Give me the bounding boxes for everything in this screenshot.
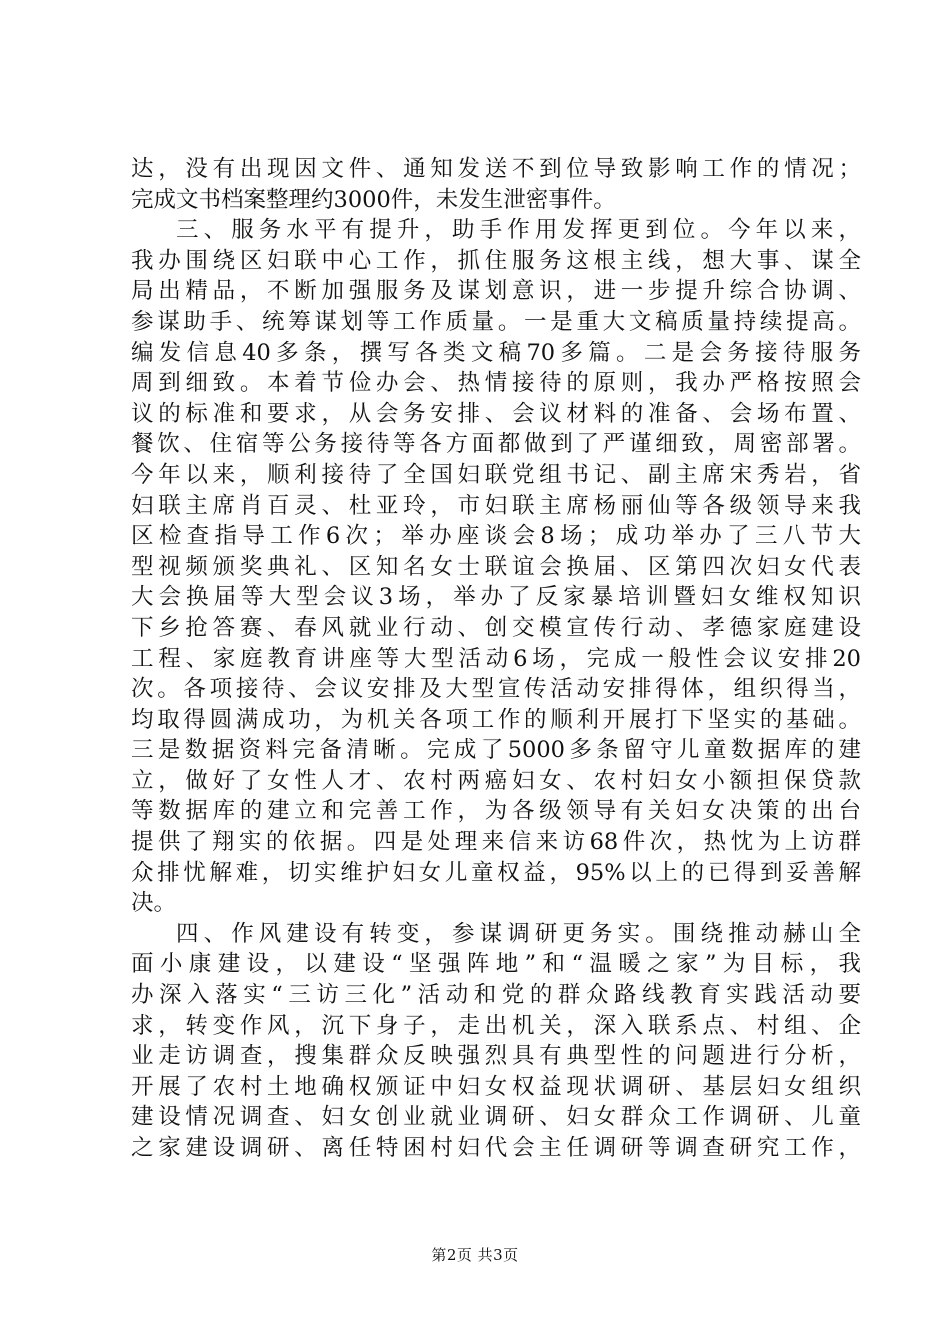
text-line: 提供了翔实的依据。四是处理来信来访68件次，热忱为上访群 xyxy=(131,829,861,856)
text-line: 下乡抢答赛、春风就业行动、创交模宣传行动、孝德家庭建设 xyxy=(131,614,861,641)
text-line: 次。各项接待、会议安排及大型宣传活动安排得体，组织得当， xyxy=(131,676,861,703)
text-line: 决。 xyxy=(131,890,177,917)
text-line: 均取得圆满成功，为机关各项工作的顺利开展打下坚实的基础。 xyxy=(131,706,861,733)
text-line: 立，做好了女性人才、农村两癌妇女、农村妇女小额担保贷款 xyxy=(131,767,861,794)
text-line: 编发信息40多条，撰写各类文稿70多篇。二是会务接待服务 xyxy=(131,339,861,366)
document-body xyxy=(131,154,861,1164)
text-line: 办深入落实“三访三化”活动和党的群众路线教育实践活动要 xyxy=(131,982,861,1009)
text-line: 参谋助手、统筹谋划等工作质量。一是重大文稿质量持续提高。 xyxy=(131,308,861,335)
text-line: 餐饮、住宿等公务接待等各方面都做到了严谨细致，周密部署。 xyxy=(131,431,861,458)
text-line: 之家建设调研、离任特困村妇代会主任调研等调查研究工作， xyxy=(131,1135,861,1161)
text-line: 今年以来，顺利接待了全国妇联党组书记、副主席宋秀岩，省 xyxy=(131,461,861,488)
text-line: 众排忧解难，切实维护妇女儿童权益，95%以上的已得到妥善解 xyxy=(131,859,861,886)
text-line: 四、作风建设有转变，参谋调研更务实。围绕推动赫山全 xyxy=(176,920,861,947)
text-line: 建设情况调查、妇女创业就业调研、妇女群众工作调研、儿童 xyxy=(131,1104,861,1131)
text-line: 求，转变作风，沉下身子，走出机关，深入联系点、村组、企 xyxy=(131,1012,861,1039)
text-line: 区检查指导工作6次；举办座谈会8场；成功举办了三八节大 xyxy=(131,523,861,550)
text-line: 议的标准和要求，从会务安排、会议材料的准备、会场布置、 xyxy=(131,400,861,427)
text-line: 达，没有出现因文件、通知发送不到位导致影响工作的情况； xyxy=(131,156,861,182)
text-line: 型视频颁奖典礼、区知名女士联谊会换届、区第四次妇女代表 xyxy=(131,553,861,580)
text-line: 面小康建设，以建设“坚强阵地”和“温暖之家”为目标，我 xyxy=(131,951,861,978)
text-line: 业走访调查，搜集群众反映强烈具有典型性的问题进行分析， xyxy=(131,1043,861,1070)
text-line: 妇联主席肖百灵、杜亚玲，市妇联主席杨丽仙等各级领导来我 xyxy=(131,492,861,519)
text-line: 大会换届等大型会议3场，举办了反家暴培训暨妇女维权知识 xyxy=(131,584,861,611)
text-line: 三是数据资料完备清晰。完成了5000多条留守儿童数据库的建 xyxy=(131,737,861,764)
text-line: 周到细致。本着节俭办会、热情接待的原则，我办严格按照会 xyxy=(131,370,861,397)
text-line: 开展了农村土地确权颁证中妇女权益现状调研、基层妇女组织 xyxy=(131,1073,861,1100)
text-line: 局出精品，不断加强服务及谋划意识，进一步提升综合协调、 xyxy=(131,278,861,305)
text-line: 等数据库的建立和完善工作，为各级领导有关妇女决策的出台 xyxy=(131,798,861,825)
text-line: 我办围绕区妇联中心工作，抓住服务这根主线，想大事、谋全 xyxy=(131,247,861,274)
text-line: 工程、家庭教育讲座等大型活动6场，完成一般性会议安排20 xyxy=(131,645,861,672)
text-line: 三、服务水平有提升，助手作用发挥更到位。今年以来， xyxy=(176,217,861,244)
text-line: 完成文书档案整理约3000件，未发生泄密事件。 xyxy=(131,186,616,213)
page-footer: 第2页 共3页 xyxy=(431,1246,519,1264)
